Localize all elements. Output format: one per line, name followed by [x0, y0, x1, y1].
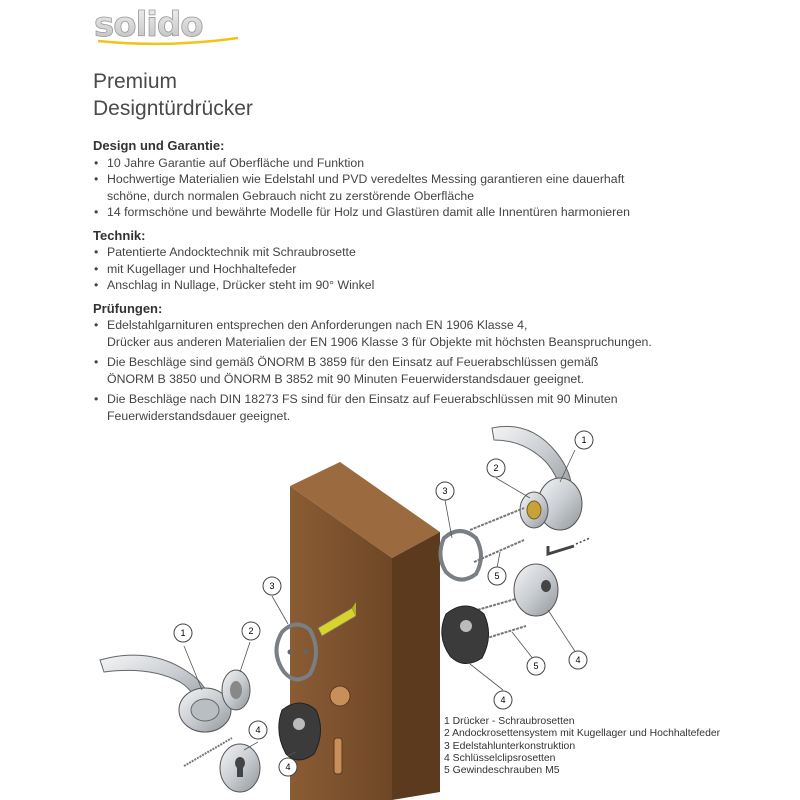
callout-2-left	[242, 622, 260, 640]
svg-text:5: 5	[533, 661, 539, 671]
technik-list	[93, 244, 713, 294]
list-item: • Patentierte Andocktechnik mit Schraubrosette	[93, 244, 713, 261]
list-item: • 14 formschöne und bewährte Modelle für Holz und Glastüren damit alle Innentüren harmonieren	[93, 204, 713, 221]
section-title-pruefungen: Prüfungen:	[93, 300, 163, 316]
list-item: • Edelstahlgarnituren entsprechen den Anforderungen nach EN 1906 Klasse 4, Drücker aus anderen Materialien der EN 1906 Klasse 3 für Objekte mit höchsten Beanspruchungen.	[93, 317, 713, 350]
list-item: • 10 Jahre Garantie auf Oberfläche und Funktion	[93, 155, 713, 172]
svg-text:3: 3	[442, 486, 448, 496]
right-stainless-frame	[440, 531, 481, 580]
svg-text:solido: solido	[94, 8, 203, 45]
left-key-rosette	[220, 744, 260, 792]
callout-3-right	[436, 482, 454, 500]
left-lever-handle	[100, 655, 231, 732]
list-item: • Hochwertige Materialien wie Edelstahl und PVD veredeltes Messing garantieren eine dauerhaft schöne, durch normalen Gebrauch nicht zu zerstörende Oberfläche	[93, 171, 713, 204]
list-item: • Die Beschläge sind gemäß ÖNORM B 3859 für den Einsatz auf Feuerabschlüssen gemäß ÖNORM B 3850 und ÖNORM B 3852 mit 90 Minuten Feuerwiderstandsdauer geeignet.	[93, 354, 713, 387]
legend-item: 2 Andockrosettensystem mit Kugellager und Hochhaltefeder	[444, 728, 721, 740]
heading-line-2: Designtürdrücker	[93, 97, 253, 120]
legend-item: 3 Edelstahlunterkonstruktion	[444, 740, 576, 752]
feature-list	[93, 138, 713, 424]
right-dark-backplate	[442, 606, 489, 664]
allen-key	[548, 538, 590, 554]
svg-text:4: 4	[500, 695, 506, 705]
parts-legend	[444, 716, 720, 777]
callout-2-right	[487, 459, 505, 477]
right-key-rosette	[514, 564, 558, 616]
page-heading	[93, 68, 253, 122]
left-andock-rosette	[222, 670, 250, 710]
list-item: • Anschlag in Nullage, Drücker steht im 90° Winkel	[93, 277, 713, 294]
legend-item: 5 Gewindeschrauben M5	[444, 765, 560, 777]
callout-4-left-rosette	[249, 721, 267, 739]
list-item: • Die Beschläge nach DIN 18273 FS sind für den Einsatz auf Feuerabschlüssen mit 90 Minuten Feuerwiderstandsdauer geeignet.	[93, 391, 713, 424]
svg-text:4: 4	[575, 655, 581, 665]
callout-5-right-bottom	[527, 657, 545, 675]
callout-5-right-top	[488, 567, 506, 585]
svg-text:1: 1	[180, 628, 186, 638]
section-title-technik: Technik:	[93, 227, 146, 243]
svg-text:1: 1	[581, 435, 587, 445]
list-item: • mit Kugellager und Hochhaltefeder	[93, 261, 713, 278]
left-dark-backplate	[279, 703, 321, 760]
svg-text:3: 3	[269, 581, 275, 591]
svg-text:2: 2	[248, 626, 254, 636]
svg-text:2: 2	[493, 463, 499, 473]
callout-4-left-backplate	[279, 758, 297, 776]
legend-item: 4 Schlüsselclipsrosetten	[444, 752, 556, 764]
heading-line-1: Premium	[93, 70, 178, 93]
design-list	[93, 155, 713, 221]
callout-3-left	[263, 577, 281, 595]
section-title-design: Design und Garantie:	[93, 138, 225, 153]
svg-text:5: 5	[494, 571, 500, 581]
svg-text:4: 4	[285, 762, 291, 772]
svg-text:4: 4	[255, 725, 261, 735]
callout-1-left	[174, 624, 192, 642]
right-andock-rosette	[520, 492, 548, 528]
callout-4-right-top	[569, 651, 587, 669]
callout-1-right	[575, 431, 593, 449]
callout-4-right-bottom	[494, 691, 512, 709]
legend-item: 1 Drücker - Schraubrosetten	[444, 716, 575, 727]
solido-logo	[92, 8, 242, 46]
pruefungen-list	[93, 317, 713, 424]
